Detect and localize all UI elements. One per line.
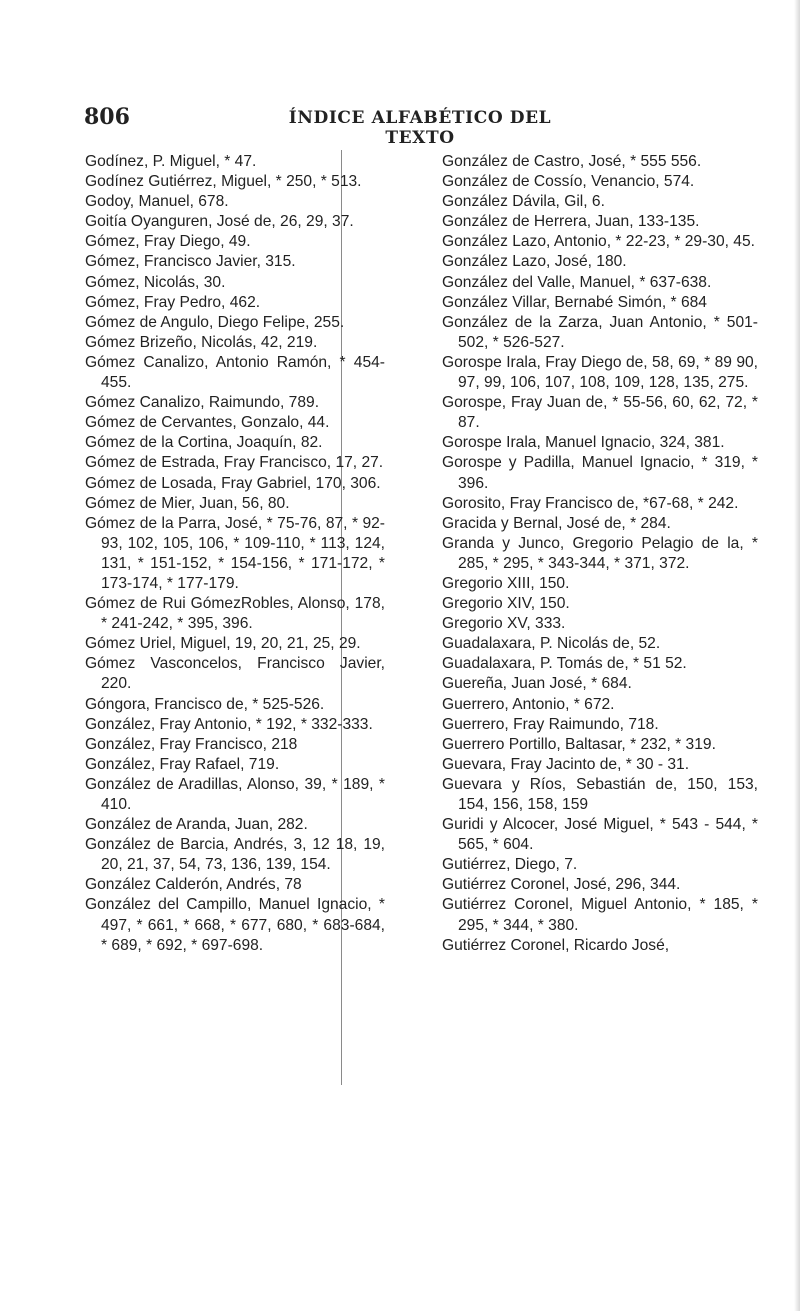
page-number: 806 <box>84 104 130 130</box>
index-entry: Gorospe y Padilla, Manuel Ignacio, * 319, * 396. <box>442 454 758 492</box>
index-entry: Guerrero Portillo, Baltasar, * 232, * 319. <box>442 735 716 753</box>
index-entry: Gutiérrez, Diego, 7. <box>442 856 578 874</box>
index-entry: González de Herrera, Juan, 133-135. <box>442 213 700 231</box>
index-entry: Gómez Uriel, Miguel, 19, 20, 21, 25, 29. <box>85 635 361 653</box>
index-entry: Guevara, Fray Jacinto de, * 30 - 31. <box>442 755 690 773</box>
index-entry: González Lazo, José, 180. <box>442 253 627 271</box>
index-entry: González del Valle, Manuel, * 637-638. <box>442 273 712 291</box>
index-entry: González Calderón, Andrés, 78 <box>85 876 302 894</box>
index-entry: González Lazo, Antonio, * 22-23, * 29-30, 45. <box>442 233 755 251</box>
index-entry: Gómez Vasconcelos, Francisco Javier, 220. <box>85 655 385 693</box>
left-column <box>85 152 385 956</box>
index-entry: González de Castro, José, * 555 556. <box>442 153 702 170</box>
index-entry: Gómez, Nicolás, 30. <box>85 273 226 291</box>
running-head: ÍNDICE ALFABÉTICO DEL TEXTO <box>288 108 552 148</box>
index-entry: Gómez, Francisco Javier, 315. <box>85 253 296 271</box>
index-entry: Godoy, Manuel, 678. <box>85 193 229 211</box>
index-entry: Godínez Gutiérrez, Miguel, * 250, * 513. <box>85 173 362 191</box>
index-entry: Granda y Junco, Gregorio Pelagio de la, * 285, * 295, * 343-344, * 371, 372. <box>442 534 758 572</box>
index-entry: Gracida y Bernal, José de, * 284. <box>442 514 671 532</box>
index-entry: Gutiérrez Coronel, José, 296, 344. <box>442 876 681 894</box>
index-entry: Gómez, Fray Diego, 49. <box>85 233 251 251</box>
index-entry: Gómez Canalizo, Antonio Ramón, * 454-455. <box>85 353 385 392</box>
right-column <box>442 152 758 956</box>
page-edge-shadow <box>794 0 800 1311</box>
index-entry: González de Aranda, Juan, 282. <box>85 816 308 834</box>
index-entry: Gómez de la Parra, José, * 75-76, 87, * 92-93, 102, 105, 106, * 109-110, * 113, 124, 131, * 151-152, * 154-156, * 171-172, * 173-174, * 177-179. <box>85 514 385 592</box>
index-entry: González Villar, Bernabé Simón, * 684 <box>442 293 707 311</box>
index-entry: González de Aradillas, Alonso, 39, * 189, * 410. <box>85 775 385 813</box>
index-entry: González de Barcia, Andrés, 3, 12 18, 19, 20, 21, 37, 54, 73, 136, 139, 154. <box>85 836 385 874</box>
index-entry: González de la Zarza, Juan Antonio, * 501-502, * 526-527. <box>442 313 758 351</box>
index-entry: Gómez Canalizo, Raimundo, 789. <box>85 394 320 412</box>
index-entry: Gómez de la Cortina, Joaquín, 82. <box>85 434 323 452</box>
index-entry: Guerrero, Antonio, * 672. <box>442 695 615 713</box>
index-entry: Góngora, Francisco de, * 525-526. <box>85 695 325 713</box>
index-entry: Gómez de Estrada, Fray Francisco, 17, 27. <box>85 454 384 472</box>
index-entry: Guerrero, Fray Raimundo, 718. <box>442 715 659 733</box>
index-entry: Gutiérrez Coronel, Miguel Antonio, * 185, * 295, * 344, * 380. <box>442 896 758 934</box>
index-entry: Gregorio XV, 333. <box>442 615 566 633</box>
index-entry: Gómez de Mier, Juan, 56, 80. <box>85 494 290 512</box>
index-entry: Gorospe Irala, Manuel Ignacio, 324, 381. <box>442 434 725 452</box>
index-entry: Gorosito, Fray Francisco de, *67-68, * 242. <box>442 494 739 512</box>
index-entry: Guevara y Ríos, Sebastián de, 150, 153, 154, 156, 158, 159 <box>442 775 758 813</box>
index-entry: Guadalaxara, P. Tomás de, * 51 52. <box>442 655 687 673</box>
page-header <box>0 104 800 148</box>
index-entry: Gómez de Losada, Fray Gabriel, 170, 306. <box>85 474 381 492</box>
index-entry: González, Fray Francisco, 218 <box>85 735 298 753</box>
index-entry: Guridi y Alcocer, José Miguel, * 543 - 544, * 565, * 604. <box>442 816 758 854</box>
index-entry: González, Fray Antonio, * 192, * 332-333. <box>85 715 373 733</box>
index-entry: Gómez de Rui GómezRobles, Alonso, 178, * 241-242, * 395, 396. <box>85 595 385 633</box>
index-entry: Gómez Brizeño, Nicolás, 42, 219. <box>85 333 318 351</box>
index-entry: Gómez de Angulo, Diego Felipe, 255. <box>85 313 345 331</box>
index-entry: González del Campillo, Manuel Ignacio, * 497, * 661, * 668, * 677, 680, * 683-684, * 689, * 692, * 697-698. <box>85 896 385 954</box>
index-entry: Gorospe, Fray Juan de, * 55-56, 60, 62, 72, * 87. <box>442 394 758 432</box>
index-entry: Godínez, P. Miguel, * 47. <box>85 153 257 170</box>
index-entry: González Dávila, Gil, 6. <box>442 193 605 211</box>
index-entry: Guadalaxara, P. Nicolás de, 52. <box>442 635 661 653</box>
index-entry: Guereña, Juan José, * 684. <box>442 675 632 693</box>
index-entry: González de Cossío, Venancio, 574. <box>442 173 695 191</box>
index-entry: Gorospe Irala, Fray Diego de, 58, 69, * 89 90, 97, 99, 106, 107, 108, 109, 128, 135, 275. <box>442 353 758 392</box>
index-entry: Gómez, Fray Pedro, 462. <box>85 293 261 311</box>
index-entry: Gómez de Cervantes, Gonzalo, 44. <box>85 414 330 432</box>
index-entry: Gutiérrez Coronel, Ricardo José, <box>442 936 670 954</box>
index-entry: Gregorio XIV, 150. <box>442 595 570 613</box>
index-entry: Goitía Oyanguren, José de, 26, 29, 37. <box>85 213 354 231</box>
index-entry: González, Fray Rafael, 719. <box>85 755 280 773</box>
index-entry: Gregorio XIII, 150. <box>442 574 570 592</box>
